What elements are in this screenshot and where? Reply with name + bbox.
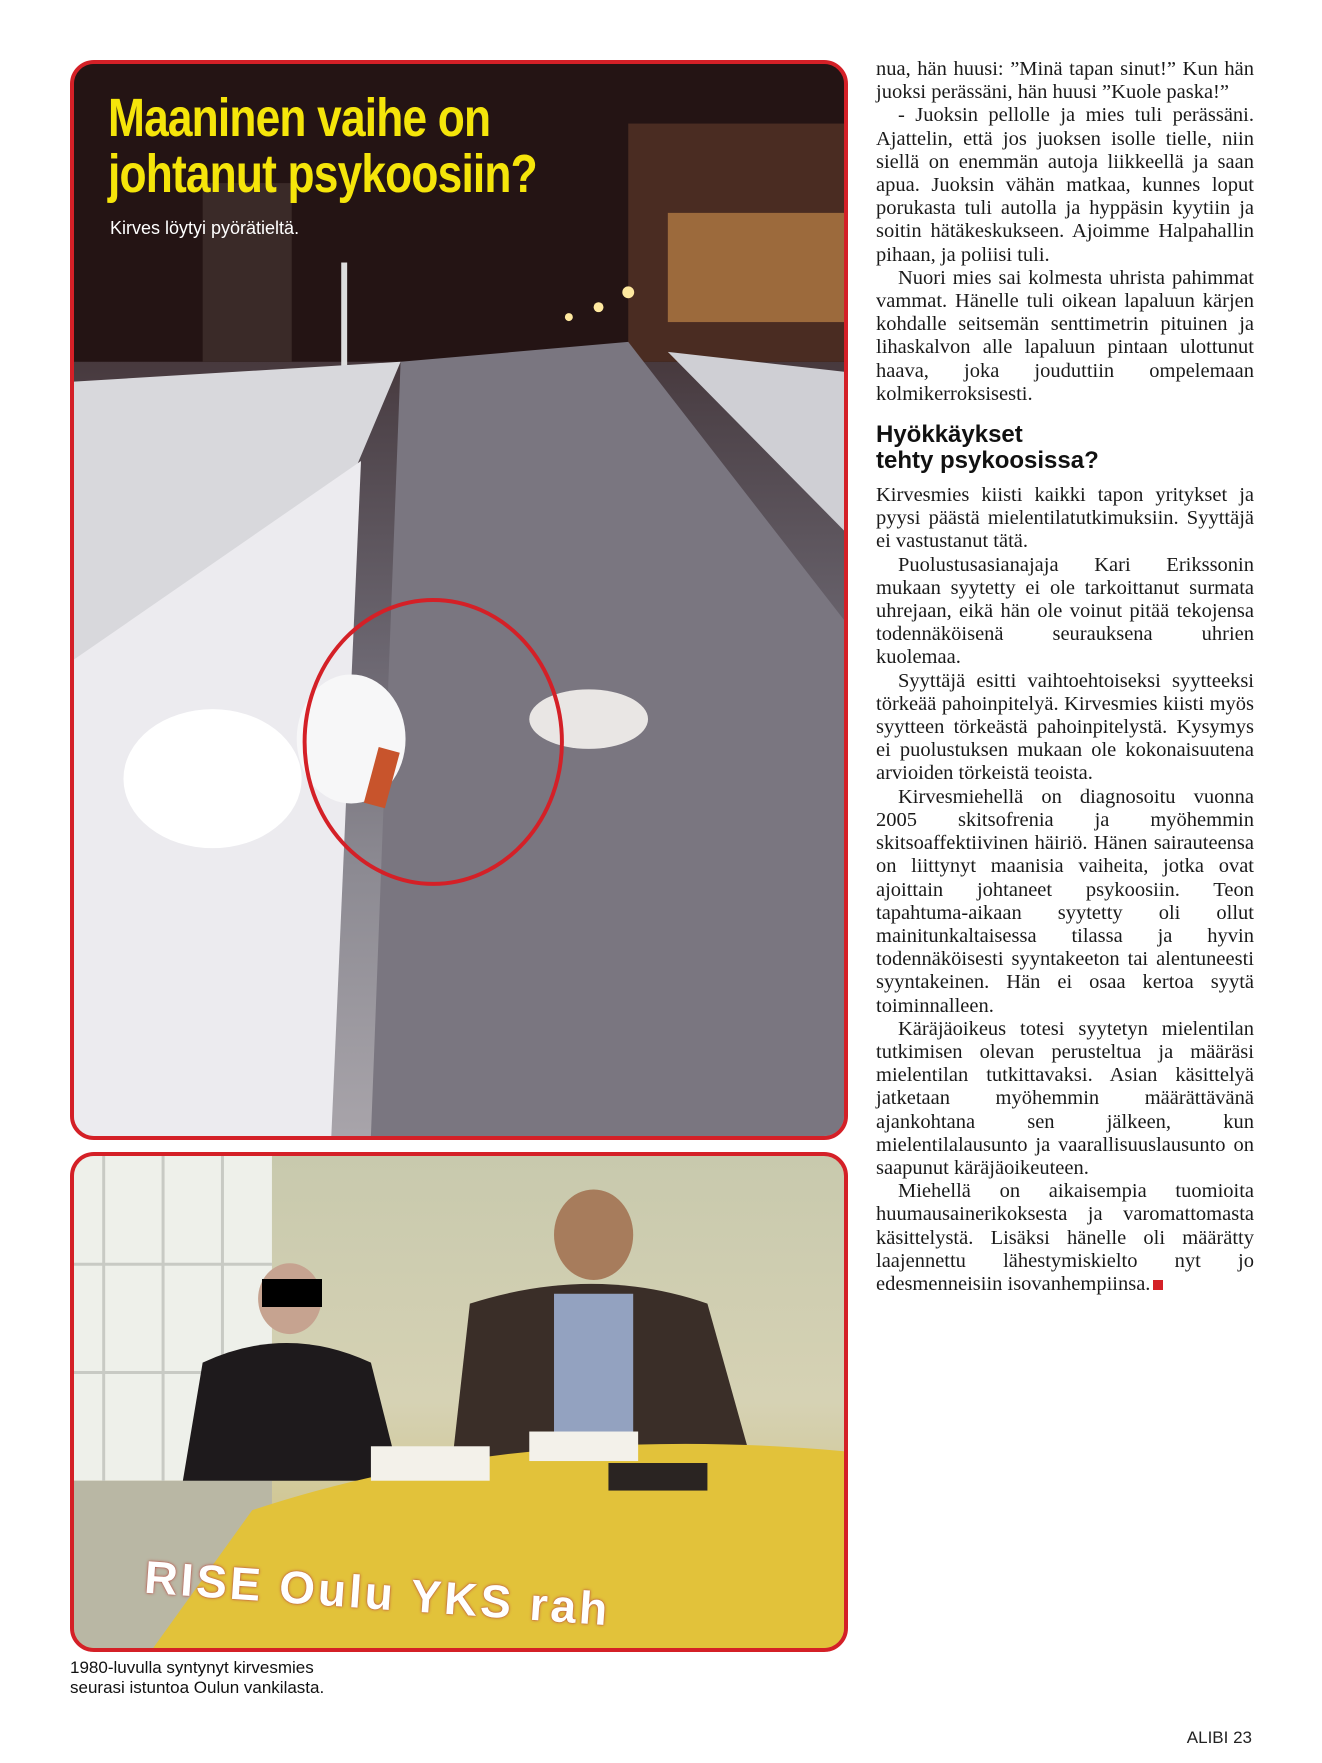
court-video-photo	[70, 1152, 848, 1652]
subhead-line-2: tehty psykoosissa?	[876, 447, 1099, 475]
video-overlay-text: RISE Oulu YKS rah	[142, 1550, 613, 1636]
article-paragraph: Kirvesmiehellä on diagnosoitu vuonna 2005 skitsofrenia ja myöhemmin skitsoaffektiivinen häiriö. Hänen sairauteensa on liittynyt maanisia vaiheita, jotka ovat ajoittain johtaneet psykoosiin. Teon tapahtuma-aikaan syytetty oli ollut mainitunkaltaisessa tilassa ja hyvin todennäköisesti syyntakeeton tai alentuneesti syyntakeinen. Hän ei osaa kertoa syytä toiminnalleen.	[876, 785, 1254, 1017]
article-paragraph: Kirvesmies kiisti kaikki tapon yritykset ja pyysi päästä mielentilatutkimuksiin. Syyttäjä ei vastustanut tätä.	[876, 484, 1254, 553]
article-paragraph: Nuori mies sai kolmesta uhrista pahimmat vammat. Hänelle tuli oikean lapaluun kärjen kohdalle seitsemän senttimetrin pituinen ja lihaskalvon alle lapaluun pintaan ulottunut haava, joka jouduttiin ompelemaan kolmikerroksisesti.	[876, 266, 1254, 405]
caption2-line-1: 1980-luvulla syntynyt kirvesmies	[70, 1658, 314, 1677]
headline-line-2: johtanut psykoosiin?	[108, 144, 537, 204]
end-mark-icon	[1153, 1280, 1163, 1290]
subhead-line-1: Hyökkäykset	[876, 421, 1023, 449]
article-paragraph	[876, 1180, 1254, 1296]
caption2-line-2: seurasi istuntoa Oulun vankilasta.	[70, 1678, 325, 1697]
article-last-text: Miehellä on aikaisempia tuomioita huumausainerikoksesta ja varomattomasta käsittelystä. Lisäksi hänelle oli määrätty laajennettu lähestymiskielto nyt jo edesmenneisiin isovanhempiinsa.	[876, 1180, 1254, 1295]
photo2-caption	[70, 1658, 470, 1698]
article-paragraph: Käräjäoikeus totesi syytetyn mielentilan tutkimisen olevan perusteltua ja määräsi mielentilan tutkittavaksi. Asian käsittelyä jatketaan myöhemmin määrättävänä ajankohtana sen jälkeen, kun mielentilalausunto ja vaarallisuuslausunto on saapunut käräjäoikeuteen.	[876, 1017, 1254, 1179]
article-paragraph: nua, hän huusi: ”Minä tapan sinut!” Kun hän juoksi perässäni, hän huusi ”Kuole paska!”	[876, 58, 1254, 104]
headline-line-1: Maaninen vaihe on	[108, 88, 491, 148]
face-censor-bar	[262, 1279, 322, 1307]
article-paragraph: Puolustusasianajaja Kari Erikssonin mukaan syytetty ei ole tarkoittanut surmata uhrejaan, eikä hän ole voinut pitää tekojensa todennäköisenä seurauksena uhrien kuolemaa.	[876, 553, 1254, 669]
photo1-caption: Kirves löytyi pyörätieltä.	[110, 218, 300, 238]
photo-headline	[108, 90, 537, 202]
article-paragraph: Syyttäjä esitti vaihtoehtoiseksi syytteeksi törkeää pahoinpitelyä. Kirvesmies kiisti myös syytteen törkeästä pahoinpitelystä. Kysymys ei puolustuksen mukaan ole kokonaisuutena arvioiden törkeistä teoista.	[876, 669, 1254, 785]
page-footer: ALIBI 23	[1186, 1728, 1252, 1747]
article-subheading	[876, 422, 1254, 474]
article-paragraph: - Juoksin pellolle ja mies tuli perässäni. Ajattelin, että jos juoksen isolle tielle, niin siellä on enemmän autoja liikkeellä ja saan apua. Juoksin vähän matkaa, kunnes loput porukasta tuli autolla ja hyppäsin kyytiin ja soitin hätäkeskukseen. Ajoimme Halpahallin pihaan, ja poliisi tuli.	[876, 104, 1254, 266]
article-column	[876, 58, 1254, 1296]
